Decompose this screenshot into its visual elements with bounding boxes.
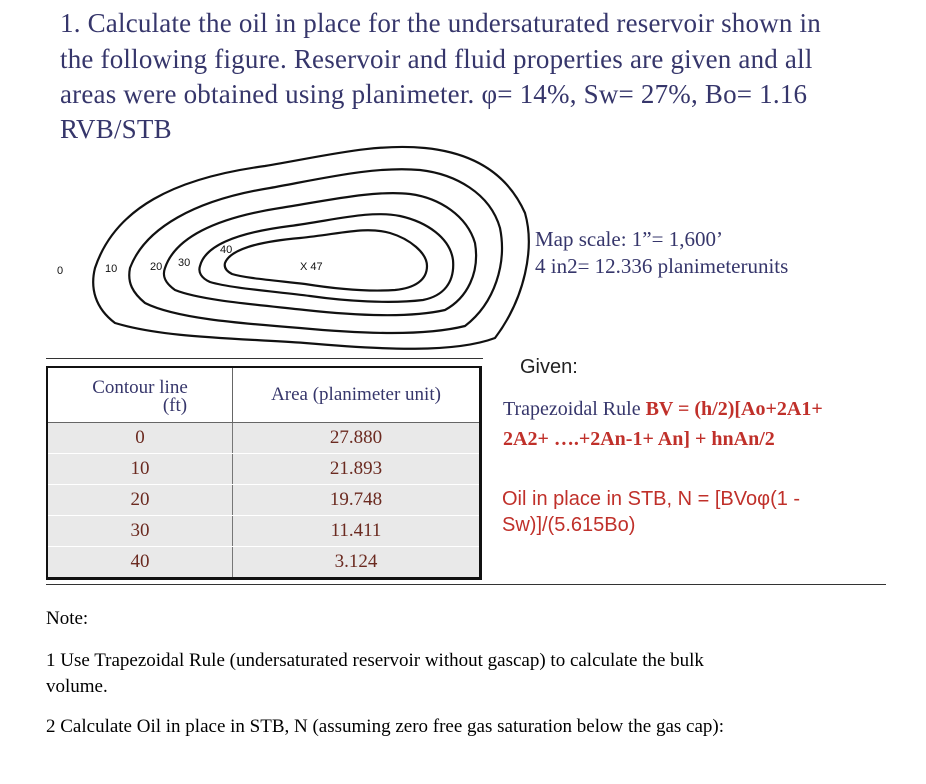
area-cell: 27.880 bbox=[233, 423, 481, 454]
divider-bottom bbox=[46, 584, 886, 585]
contour-cell: 20 bbox=[47, 485, 233, 516]
contour-cell: 30 bbox=[47, 516, 233, 547]
note-1-line-2: volume. bbox=[46, 676, 108, 697]
contour-label-40: 40 bbox=[220, 244, 233, 256]
given-label: Given: bbox=[520, 356, 578, 378]
question-line-4: RVB/STB bbox=[60, 114, 172, 144]
contour-40 bbox=[225, 230, 427, 290]
question-line-1: 1. Calculate the oil in place for the undersaturated reservoir shown in bbox=[60, 8, 821, 38]
table-row bbox=[47, 454, 481, 485]
trapezoidal-rule-line-2: 2A2+ ….+2An-1+ An] + hnAn/2 bbox=[503, 428, 775, 450]
contour-0 bbox=[93, 147, 529, 349]
contour-cell: 40 bbox=[47, 547, 233, 579]
contour-cell: 10 bbox=[47, 454, 233, 485]
area-cell: 3.124 bbox=[233, 547, 481, 579]
table-row bbox=[47, 547, 481, 579]
trapezoidal-rule-line-1: Trapezoidal Rule BV = (h/2)[Ao+2A1+ bbox=[503, 398, 823, 420]
contour-map bbox=[55, 138, 535, 358]
planimeter-scale: 4 in2= 12.336 planimeterunits bbox=[535, 254, 789, 278]
contour-area-table bbox=[46, 366, 482, 580]
oil-in-place-formula-line-1: Oil in place in STB, N = [BVoφ(1 - bbox=[502, 488, 801, 510]
header-area: Area (planimeter unit) bbox=[233, 367, 481, 423]
table-row bbox=[47, 516, 481, 547]
contour-label-10: 10 bbox=[105, 263, 118, 275]
table-row bbox=[47, 485, 481, 516]
table-row bbox=[47, 423, 481, 454]
area-cell: 19.748 bbox=[233, 485, 481, 516]
contour-label-30: 30 bbox=[178, 257, 191, 269]
area-cell: 21.893 bbox=[233, 454, 481, 485]
area-cell: 11.411 bbox=[233, 516, 481, 547]
divider-top bbox=[46, 358, 483, 359]
note-heading: Note: bbox=[46, 608, 89, 629]
question-line-2: the following figure. Reservoir and fluid properties are given and all bbox=[60, 44, 813, 74]
map-scale: Map scale: 1”= 1,600’ bbox=[535, 227, 723, 251]
contour-label-20: 20 bbox=[150, 261, 163, 273]
contour-cell: 0 bbox=[47, 423, 233, 454]
header-contour-line: Contour line (ft) bbox=[47, 367, 233, 423]
contour-30 bbox=[199, 214, 453, 302]
peak-label: X 47 bbox=[300, 261, 323, 273]
contour-label-0: 0 bbox=[57, 265, 64, 277]
note-1-line-1: 1 Use Trapezoidal Rule (undersaturated reservoir without gascap) to calculate the bulk bbox=[46, 650, 704, 671]
question-line-3: areas were obtained using planimeter. φ= 14%, Sw= 27%, Bo= 1.16 bbox=[60, 79, 808, 109]
note-2: 2 Calculate Oil in place in STB, N (assuming zero free gas saturation below the gas cap): bbox=[46, 716, 724, 737]
oil-in-place-formula-line-2: Sw)]/(5.615Bo) bbox=[502, 514, 636, 536]
